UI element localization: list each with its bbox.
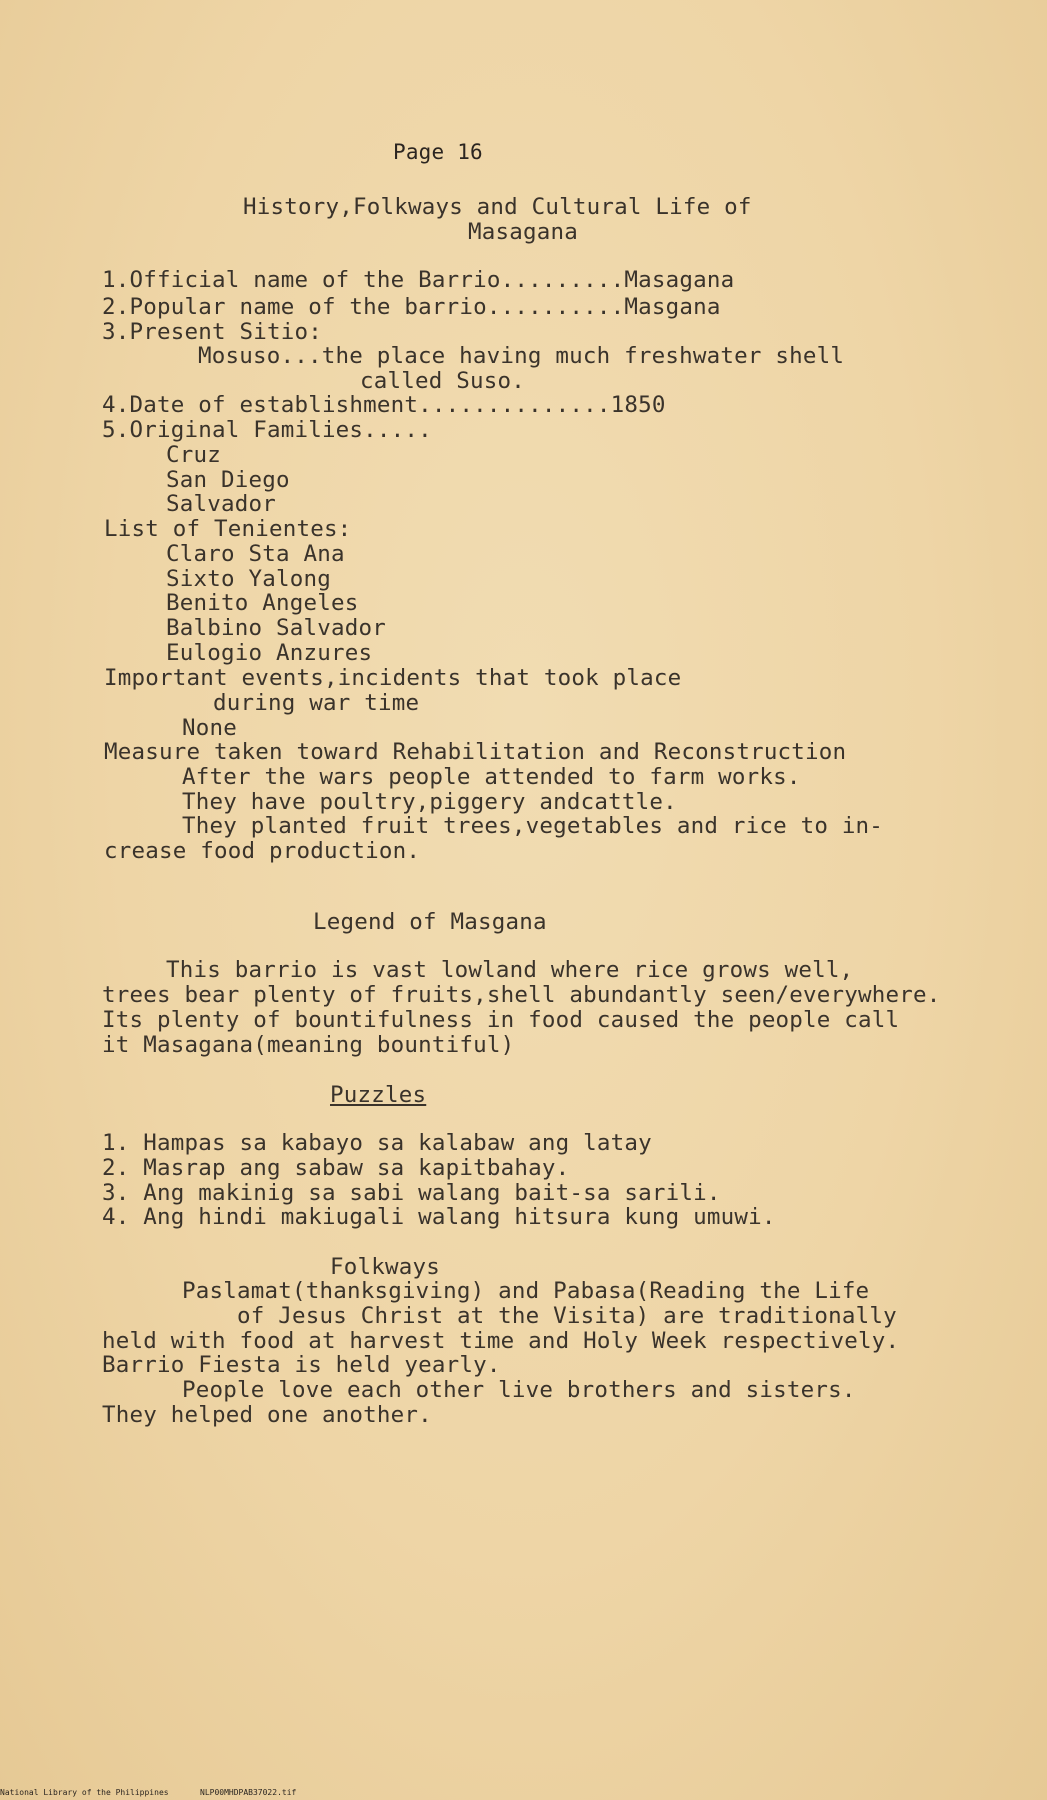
legend-heading: Legend of Masgana bbox=[313, 909, 547, 935]
puzzle-line: 3. Ang makinig sa sabi walang bait-sa sarili. bbox=[102, 1180, 721, 1206]
measure-label: Measure taken toward Rehabilitation and Reconstruction bbox=[104, 739, 847, 765]
folkways-heading: Folkways bbox=[330, 1254, 440, 1280]
folkways-line: Barrio Fiesta is held yearly. bbox=[102, 1352, 501, 1378]
folkways-line: Paslamat(thanksgiving) and Pabasa(Reading the Life bbox=[182, 1278, 870, 1304]
puzzle-line: 2. Masrap ang sabaw sa kapitbahay. bbox=[102, 1155, 570, 1181]
family-name: Cruz bbox=[166, 442, 221, 468]
folkways-line: They helped one another. bbox=[102, 1402, 432, 1428]
legend-line: This barrio is vast lowland where rice grows well, bbox=[166, 957, 854, 983]
original-families: 5.Original Families..... bbox=[102, 417, 432, 443]
puzzle-line: 4. Ang hindi makiugali walang hitsura kung umuwi. bbox=[102, 1204, 776, 1230]
teniente-name: Eulogio Anzures bbox=[166, 640, 373, 666]
footer-library: National Library of the Philippines bbox=[0, 1788, 169, 1797]
legend-line: Its plenty of bountifulness in food caused the people call bbox=[102, 1007, 900, 1033]
folkways-line: People love each other live brothers and sisters. bbox=[182, 1377, 856, 1403]
teniente-name: Sixto Yalong bbox=[166, 566, 331, 592]
date-established: 4.Date of establishment..............1850 bbox=[102, 392, 666, 418]
popular-name: 2.Popular name of the barrio..........Masgana bbox=[102, 294, 721, 320]
events-label-2: during war time bbox=[213, 690, 420, 716]
sitio-description-2: called Suso. bbox=[360, 368, 525, 394]
page-number: Page 16 bbox=[393, 140, 483, 164]
events-label-1: Important events,incidents that took place bbox=[104, 665, 682, 691]
family-name: San Diego bbox=[166, 467, 290, 493]
title-line-2: Masagana bbox=[468, 219, 578, 245]
measure-line-last: crease food production. bbox=[104, 838, 421, 864]
footer-filename: NLP00MHDPAB37022.tif bbox=[200, 1788, 297, 1797]
teniente-name: Claro Sta Ana bbox=[166, 541, 345, 567]
present-sitio: 3.Present Sitio: bbox=[102, 319, 322, 345]
legend-line: trees bear plenty of fruits,shell abundantly seen/everywhere. bbox=[102, 982, 941, 1008]
official-name: 1.Official name of the Barrio.........Masagana bbox=[102, 267, 735, 293]
measure-line: After the wars people attended to farm works. bbox=[182, 764, 801, 790]
teniente-name: Benito Angeles bbox=[166, 590, 359, 616]
puzzles-heading: Puzzles bbox=[330, 1082, 427, 1108]
family-name: Salvador bbox=[166, 491, 276, 517]
title-line-1: History,Folkways and Cultural Life of bbox=[243, 194, 752, 220]
legend-line: it Masagana(meaning bountiful) bbox=[102, 1032, 515, 1058]
folkways-line: held with food at harvest time and Holy Week respectively. bbox=[102, 1328, 900, 1354]
tenientes-label: List of Tenientes: bbox=[104, 516, 352, 542]
folkways-line: of Jesus Christ at the Visita) are traditionally bbox=[237, 1303, 897, 1329]
sitio-description-1: Mosuso...the place having much freshwater shell bbox=[198, 343, 845, 369]
measure-line: They planted fruit trees,vegetables and rice to in- bbox=[182, 813, 884, 839]
puzzle-line: 1. Hampas sa kabayo sa kalabaw ang latay bbox=[102, 1130, 652, 1156]
measure-line: They have poultry,piggery andcattle. bbox=[182, 789, 677, 815]
teniente-name: Balbino Salvador bbox=[166, 615, 386, 641]
events-value: None bbox=[182, 715, 237, 741]
